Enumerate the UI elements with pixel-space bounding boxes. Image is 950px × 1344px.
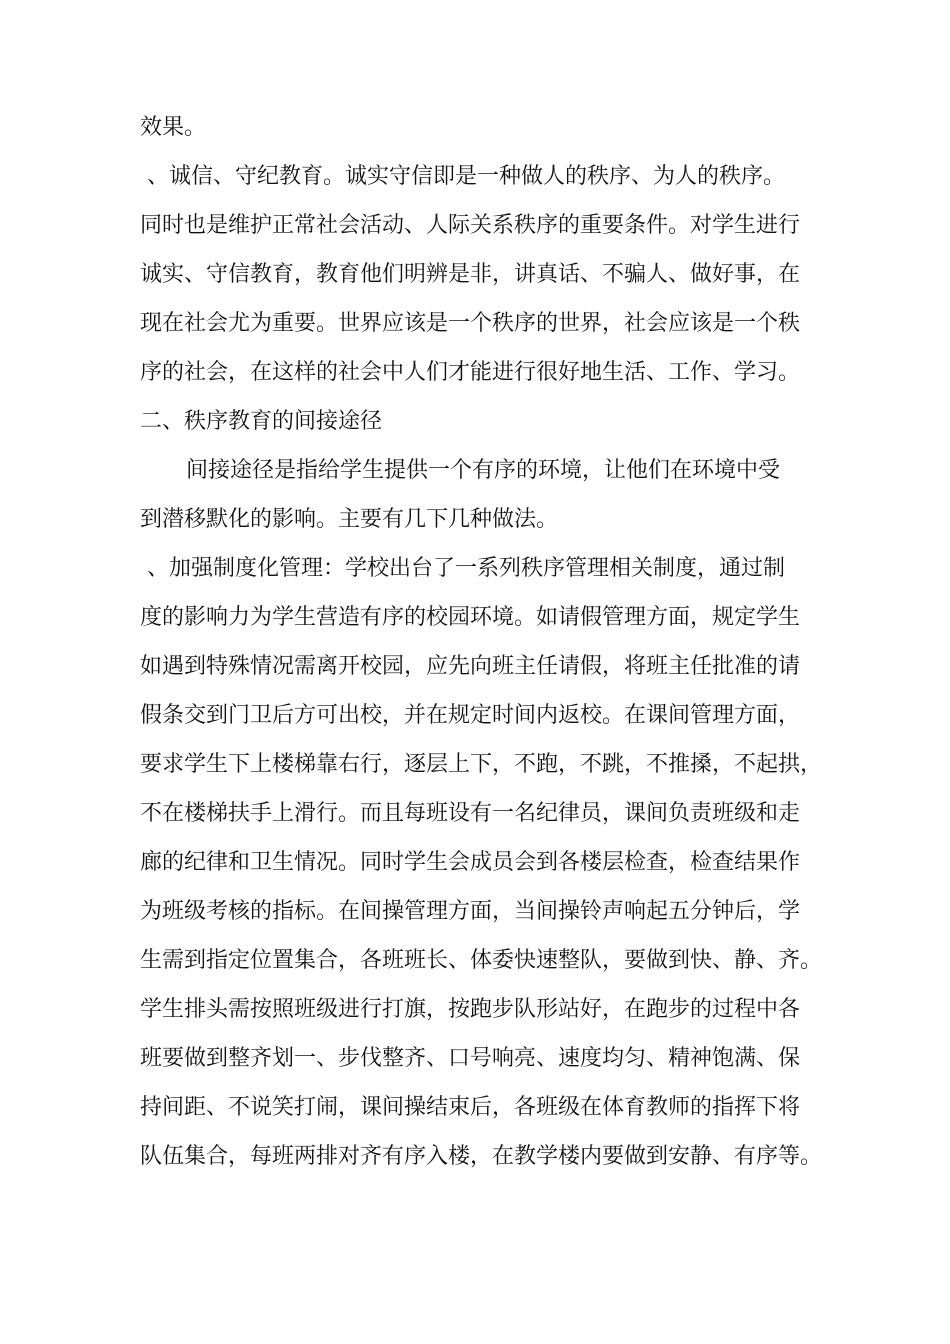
text-line: 生需到指定位置集合，各班班长、体委快速整队，要做到快、静、齐。 [140, 948, 823, 973]
text-line: 队伍集合，每班两排对齐有序入楼，在教学楼内要做到安静、有序等。 [140, 1144, 823, 1169]
text-line: 同时也是维护正常社会活动、人际关系秩序的重要条件。对学生进行 [140, 213, 801, 238]
text-line: 效果。 [140, 115, 207, 140]
text-line: 要求学生下上楼梯靠右行，逐层上下，不跑，不跳，不推搡，不起拱， [140, 752, 823, 777]
section-heading: 二、秩序教育的间接途径 [140, 409, 383, 434]
text-line: 假条交到门卫后方可出校，并在规定时间内返校。在课间管理方面， [140, 703, 801, 728]
text-line: 为班级考核的指标。在间操管理方面，当间操铃声响起五分钟后，学 [140, 899, 801, 924]
text-line: 现在社会尤为重要。世界应该是一个秩序的世界，社会应该是一个秩 [140, 311, 801, 336]
text-line: 不在楼梯扶手上滑行。而且每班设有一名纪律员，课间负责班级和走 [140, 801, 801, 826]
text-line: 序的社会，在这样的社会中人们才能进行很好地生活、工作、学习。 [140, 360, 801, 385]
text-line: 、加强制度化管理：学校出台了一系列秩序管理相关制度，通过制 [147, 556, 786, 581]
text-line: 、诚信、守纪教育。诚实守信即是一种做人的秩序、为人的秩序。 [147, 164, 786, 189]
text-line: 间接途径是指给学生提供一个有序的环境，让他们在环境中受 [186, 458, 781, 483]
text-line: 到潜移默化的影响。主要有几下几种做法。 [140, 507, 559, 532]
text-line: 持间距、不说笑打闹，课间操结束后，各班级在体育教师的指挥下将 [140, 1095, 801, 1120]
text-line: 学生排头需按照班级进行打旗，按跑步队形站好，在跑步的过程中各 [140, 997, 801, 1022]
text-line: 如遇到特殊情况需离开校园，应先向班主任请假，将班主任批准的请 [140, 654, 801, 679]
text-line: 班要做到整齐划一、步伐整齐、口号响亮、速度均匀、精神饱满、保 [140, 1046, 801, 1071]
text-line: 度的影响力为学生营造有序的校园环境。如请假管理方面，规定学生 [140, 605, 801, 630]
text-line: 廊的纪律和卫生情况。同时学生会成员会到各楼层检查，检查结果作 [140, 850, 801, 875]
text-line: 诚实、守信教育，教育他们明辨是非，讲真话、不骗人、做好事，在 [140, 262, 801, 287]
